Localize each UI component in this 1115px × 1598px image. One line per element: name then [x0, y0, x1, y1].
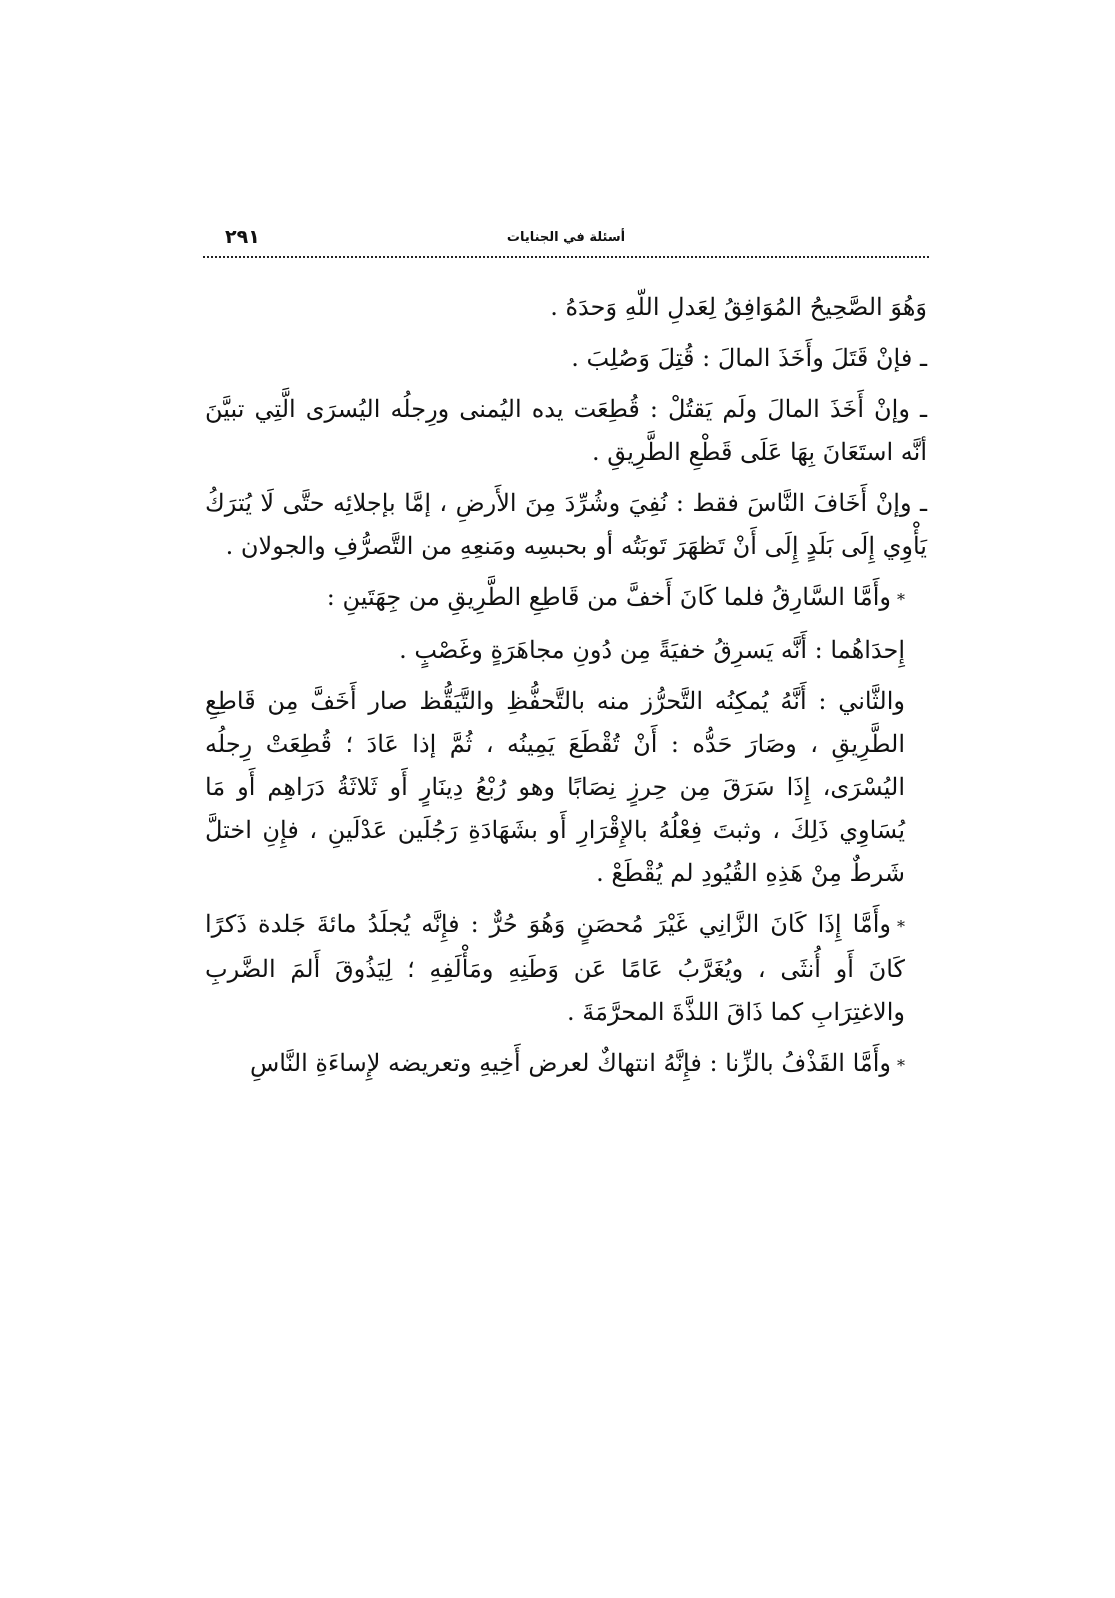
paragraph: *وأَمَّا إِذَا كَانَ الزَّانِي غَيْرَ مُحصَنٍ وَهُوَ حُرٌّ : فإِنَّه يُجلَدُ مائةَ جَلدة ذَكرًا كَانَ أَو أُنثَى ، ويُغَرَّبُ عَامًا عَن وَطَنِهِ ومَأْلَفِهِ ؛ لِيَذُوقَ أَلمَ الضَّربِ والاغتِرَابِ كما ذَاقَ اللذَّةَ المحرَّمَةَ .: [205, 910, 905, 1026]
paragraph: والثَّاني : أَنَّهُ يُمكِنُه التَّحرُّز منه بالتَّحفُّظِ والتَّيَقُّظ صار أَخَفَّ مِن قَاطِعِ الطَّرِيقِ ، وصَارَ حَدُّه : أَنْ تُقْطَعَ يَمِينُه ، ثُمَّ إذا عَادَ ؛ قُطِعَتْ رِجلُه اليُسْرَى، إِذَا سَرَقَ مِن حِرزٍ نِصَابًا وهو رُبْعُ دِينَارٍ أَو ثَلاثَةُ دَرَاهِم أَو مَا يُسَاوِي ذَلِكَ ، وثبتَ فِعْلُهُ بالإِقْرَارِ أَو بشَهَادَةِ رَجُلَين عَدْلَينِ ، فإِنِ اختلَّ شَرطٌ مِنْ هَذِهِ القُيُودِ لم يُقْطَعْ .: [205, 687, 906, 887]
paragraph: *وأَمَّا السَّارِقُ فلما كَانَ أَخفَّ من قَاطِعِ الطَّرِيقِ من جِهَتَينِ :: [326, 583, 905, 611]
header-divider: [203, 256, 929, 258]
paragraph: *وأَمَّا القَذْفُ بالزِّنا : فإِنَّهُ انتهاكٌ لعرض أَخِيهِ وتعريضه لإِساءَةِ النَّاسِ: [249, 1049, 905, 1077]
body-text: [205, 286, 927, 1095]
paragraph: ـ وإنْ أَخَذَ المالَ ولَم يَقتُلْ : قُطِعَت يده اليُمنى ورِجلُه اليُسرَى الَّتِي تبيَّنَ أنَّه استَعَانَ بِهَا عَلَى قَطْعِ الطَّرِيقِ .: [205, 395, 927, 466]
paragraph: إِحدَاهُما : أَنَّه يَسرِقُ خفيَةً مِن دُونِ مجاهَرَةٍ وغَصْبٍ .: [399, 636, 905, 664]
running-title: أسئلة في الجنايات: [506, 230, 626, 245]
bullet-mark: *: [897, 590, 905, 609]
page-number: ٢٩١: [225, 226, 260, 248]
paragraph: وَهُوَ الصَّحِيحُ المُوَافِقُ لِعَدلِ اللّهِ وَحدَهُ .: [550, 293, 927, 321]
bullet-mark: *: [897, 917, 905, 936]
paragraph: ـ وإنْ أَخَافَ النَّاسَ فقط : نُفِيَ وشُرِّدَ مِنَ الأَرضِ ، إمَّا بإجلائِه حتَّى لَا يُترَكُ يَأْوِي إِلَى بَلَدٍ إِلَى أَنْ تَظهَرَ تَوبَتُه أو بحبسِه ومَنعِهِ من التَّصرُّفِ والجولان .: [205, 489, 927, 560]
bullet-mark: *: [897, 1056, 905, 1075]
page-header: [203, 222, 929, 256]
paragraph: ـ فإنْ قَتَلَ وأَخَذَ المالَ : قُتِلَ وَصُلِبَ .: [571, 344, 927, 372]
